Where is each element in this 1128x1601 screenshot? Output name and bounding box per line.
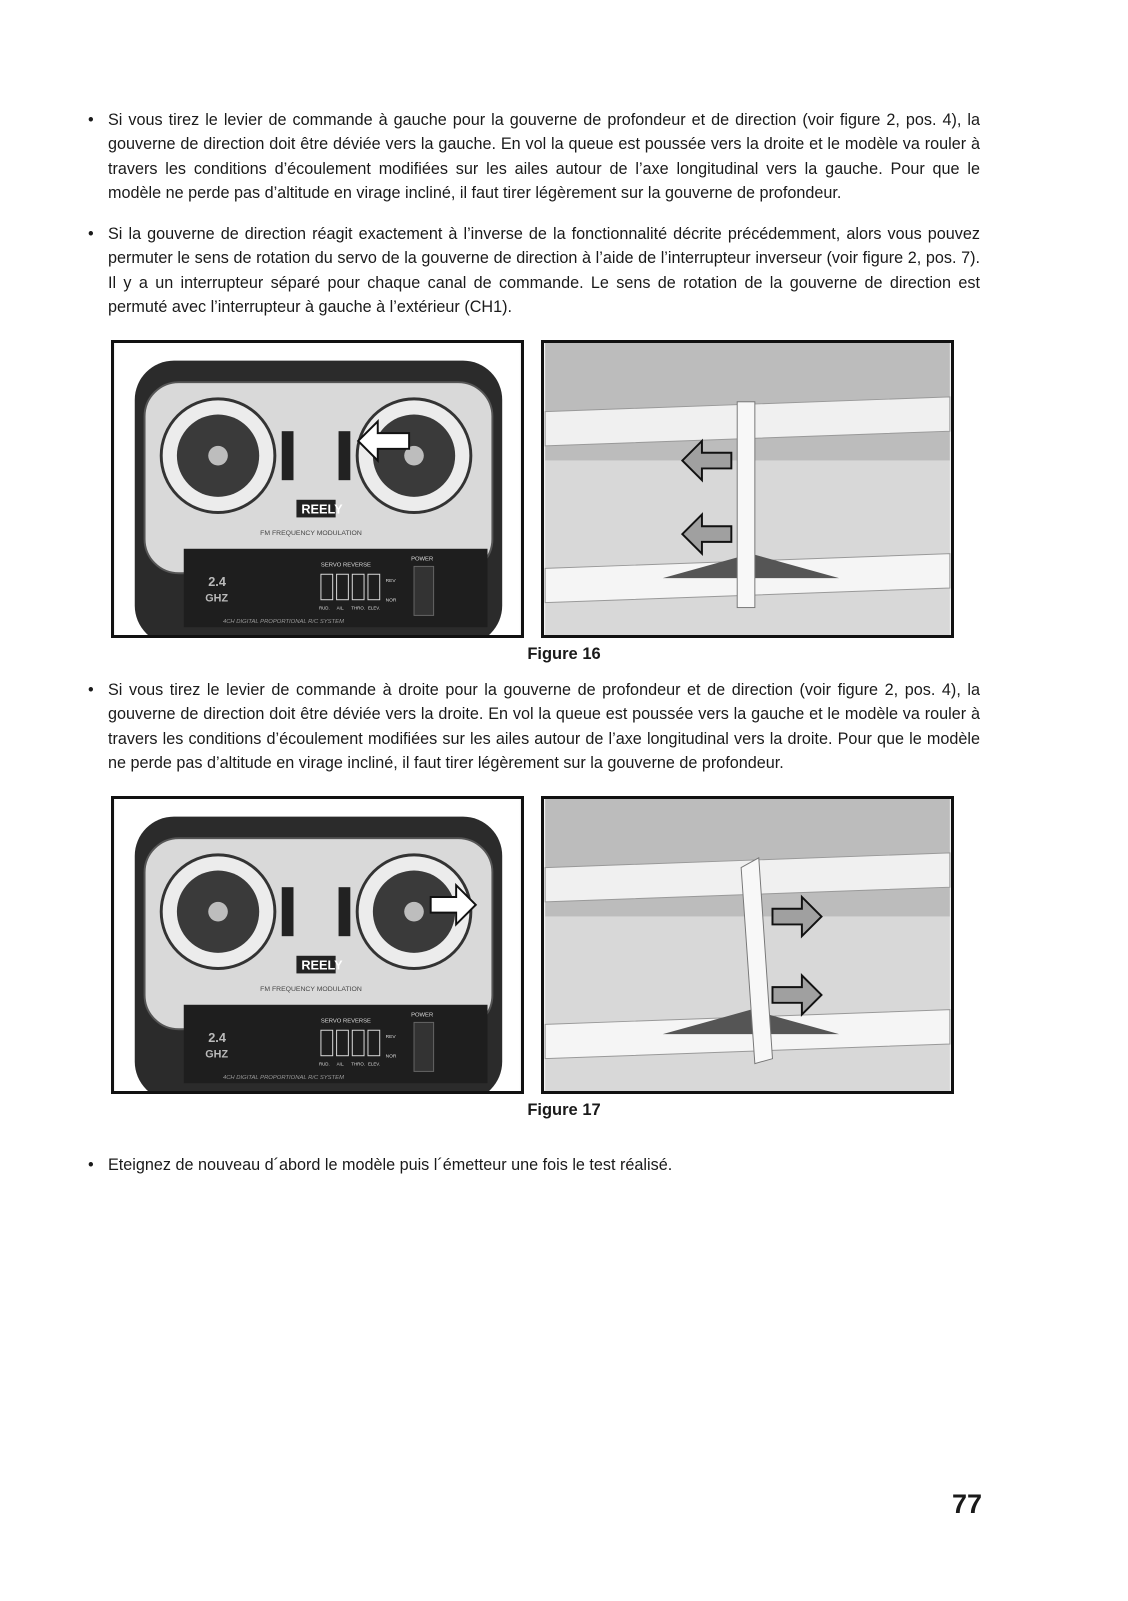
channel-label: AIL. — [336, 1061, 345, 1067]
brand-label: REELY — [301, 501, 343, 517]
channel-label: RUD. — [318, 1061, 330, 1067]
paragraph-1 — [88, 108, 980, 206]
brand-label: REELY — [301, 957, 343, 973]
paragraph-4 — [88, 1153, 980, 1177]
paragraph-text: Si vous tirez le levier de commande à gauche pour la gouverne de profondeur et de direction (voir figure 2, pos. 4), la gouverne de direction doit être déviée vers la gauche. En vol la queue est poussée vers la droite et le modèle va rouler à travers les conditions d’écoulement modifiées sur les ailes autour de l’axe longitudinal vers la gauche. Pour que le modèle ne perde pas d’altitude en virage incliné, il faut tirer légèrement sur la gouverne de profondeur. — [108, 111, 980, 203]
channel-label: ELEV. — [367, 605, 381, 611]
paragraph-text: Si la gouverne de direction réagit exactement à l’inverse de la fonctionnalité décrite précédemment, alors vous pouvez permuter le sens de rotation du servo de la gouverne de direction à l’aide de l’interrupteur inverseur (voir figure 2, pos. 7). Il y a un interrupteur séparé pour chaque canal de commande. Le sens de rotation de la gouverne de direction est permuté avec l’interrupteur à gauche à l’extérieur (CH1). — [108, 225, 980, 317]
nor-label: NOR — [385, 598, 397, 604]
system-label: 4CH DIGITAL PROPORTIONAL R/C SYSTEM — [222, 1075, 344, 1082]
modulation-label: FM FREQUENCY MODULATION — [260, 986, 362, 994]
modulation-label: FM FREQUENCY MODULATION — [260, 530, 362, 538]
bullet: • — [88, 225, 94, 243]
system-label: 4CH DIGITAL PROPORTIONAL R/C SYSTEM — [222, 619, 344, 626]
band-unit-label: GHZ — [205, 1048, 229, 1061]
servo-reverse-label: SERVO REVERSE — [320, 562, 371, 569]
paragraph-3 — [88, 678, 980, 776]
channel-label: THRO. — [351, 605, 365, 611]
paragraph-text: Si vous tirez le levier de commande à droite pour la gouverne de profondeur et de direction (voir figure 2, pos. 4), la gouverne de direction doit être déviée vers la droite. En vol la queue est poussée vers la gauche et le modèle va rouler à travers les conditions d’écoulement modifiées sur les ailes autour de l’axe longitudinal vers la droite. Pour que le modèle ne perde pas d’altitude en virage incliné, il faut tirer légèrement sur la gouverne de profondeur. — [108, 681, 980, 773]
rev-label: REV — [385, 579, 396, 585]
bullet: • — [88, 111, 94, 129]
figure-16-rudder-photo — [541, 340, 954, 638]
page-number: 77 — [951, 1489, 982, 1519]
rudder-illustration — [544, 799, 951, 1091]
channel-label: ELEV. — [367, 1061, 381, 1067]
nor-label: NOR — [385, 1054, 397, 1060]
rudder-illustration — [544, 343, 951, 635]
channel-label: THRO. — [351, 1061, 365, 1067]
band-label: 2.4 — [208, 1030, 226, 1046]
figure-17-caption: Figure 17 — [527, 1101, 601, 1119]
channel-label: RUD. — [318, 605, 330, 611]
rev-label: REV — [385, 1035, 396, 1041]
figure-17-transmitter-photo — [111, 796, 524, 1094]
band-unit-label: GHZ — [205, 592, 229, 605]
channel-label: AIL. — [336, 605, 345, 611]
transmitter-illustration — [114, 343, 521, 635]
figure-16-transmitter-photo — [111, 340, 524, 638]
paragraph-2 — [88, 222, 980, 320]
figure-16-caption: Figure 16 — [527, 645, 601, 663]
servo-reverse-label: SERVO REVERSE — [320, 1018, 371, 1025]
paragraph-text: Eteignez de nouveau d´abord le modèle puis l´émetteur une fois le test réalisé. — [108, 1156, 673, 1174]
power-label: POWER — [411, 556, 434, 563]
figure-17-rudder-photo — [541, 796, 954, 1094]
band-label: 2.4 — [208, 574, 226, 590]
bullet: • — [88, 681, 94, 699]
transmitter-illustration — [114, 799, 521, 1091]
bullet: • — [88, 1156, 94, 1174]
power-label: POWER — [411, 1012, 434, 1019]
